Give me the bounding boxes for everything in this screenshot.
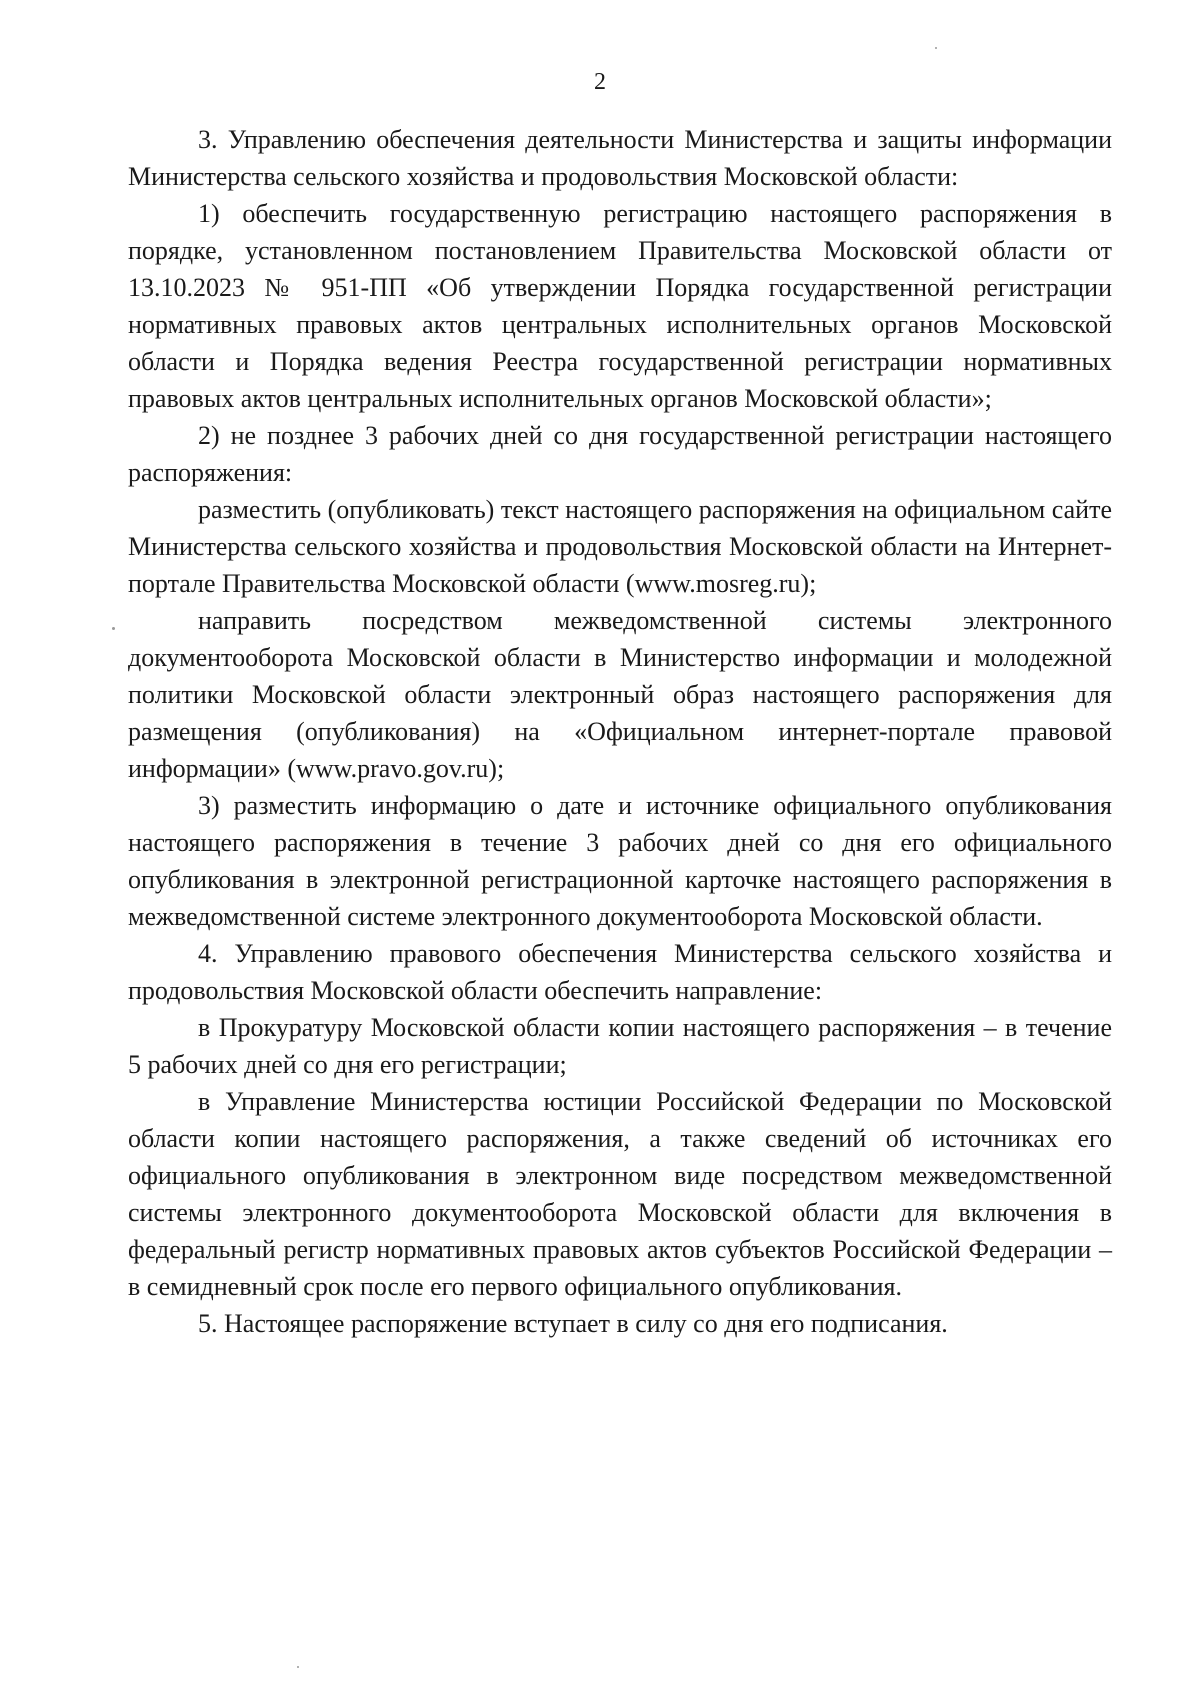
paragraph-3-2: 2) не позднее 3 рабочих дней со дня государственной регистрации настоящего распоряжения: [128, 421, 1112, 487]
paragraph-3-2-publish: разместить (опубликовать) текст настоящего распоряжения на официальном сайте Министерства сельского хозяйства и продовольствия Московской области на Интернет-портале Правительства Московской области (www.mosreg.ru); [128, 495, 1112, 598]
paragraph-4-prosecutor: в Прокуратуру Московской области копии настоящего распоряжения – в течение 5 рабочих дней со дня его регистрации; [128, 1013, 1112, 1079]
paragraph-3-3: 3) разместить информацию о дате и источнике официального опубликования настоящего распоряжения в течение 3 рабочих дней со дня его официального опубликования в электронной регистрационной карточке настоящего распоряжения в межведомственной системе электронного документооборота Московской области. [128, 791, 1112, 931]
paragraph-3: 3. Управлению обеспечения деятельности Министерства и защиты информации Министерства сельского хозяйства и продовольствия Московской области: [128, 125, 1112, 191]
paragraph-5: 5. Настоящее распоряжение вступает в силу со дня его подписания. [198, 1309, 948, 1338]
paragraph-4-justice: в Управление Министерства юстиции Российской Федерации по Московской области копии настоящего распоряжения, а также сведений об источниках его официального опубликования в электронном виде посредством межведомственной системы электронного документооборота Московской области для включения в федеральный регистр нормативных правовых актов субъектов Российской Федерации – в семидневный срок после его первого официального опубликования. [128, 1087, 1112, 1301]
paragraph-3-2-send: направить посредством межведомственной системы электронного документооборота Московской области в Министерство информации и молодежной политики Московской области электронный образ настоящего распоряжения для размещения (опубликования) на «Официальном интернет-портале правовой информации» (www.pravo.gov.ru); [128, 606, 1112, 783]
document-body [128, 121, 1112, 1342]
scan-speck [935, 47, 937, 49]
paragraph-4: 4. Управлению правового обеспечения Министерства сельского хозяйства и продовольствия Московской области обеспечить направление: [128, 939, 1112, 1005]
paragraph-3-1: 1) обеспечить государственную регистрацию настоящего распоряжения в порядке, установленном постановлением Правительства Московской области от 13.10.2023 № 951-ПП «Об утверждении Порядка государственной регистрации нормативных правовых актов центральных исполнительных органов Московской области и Порядка ведения Реестра государственной регистрации нормативных правовых актов центральных исполнительных органов Московской области»; [128, 199, 1112, 413]
scan-speck [112, 627, 115, 630]
page-number: 2 [594, 69, 606, 95]
scan-speck [297, 1666, 299, 1668]
